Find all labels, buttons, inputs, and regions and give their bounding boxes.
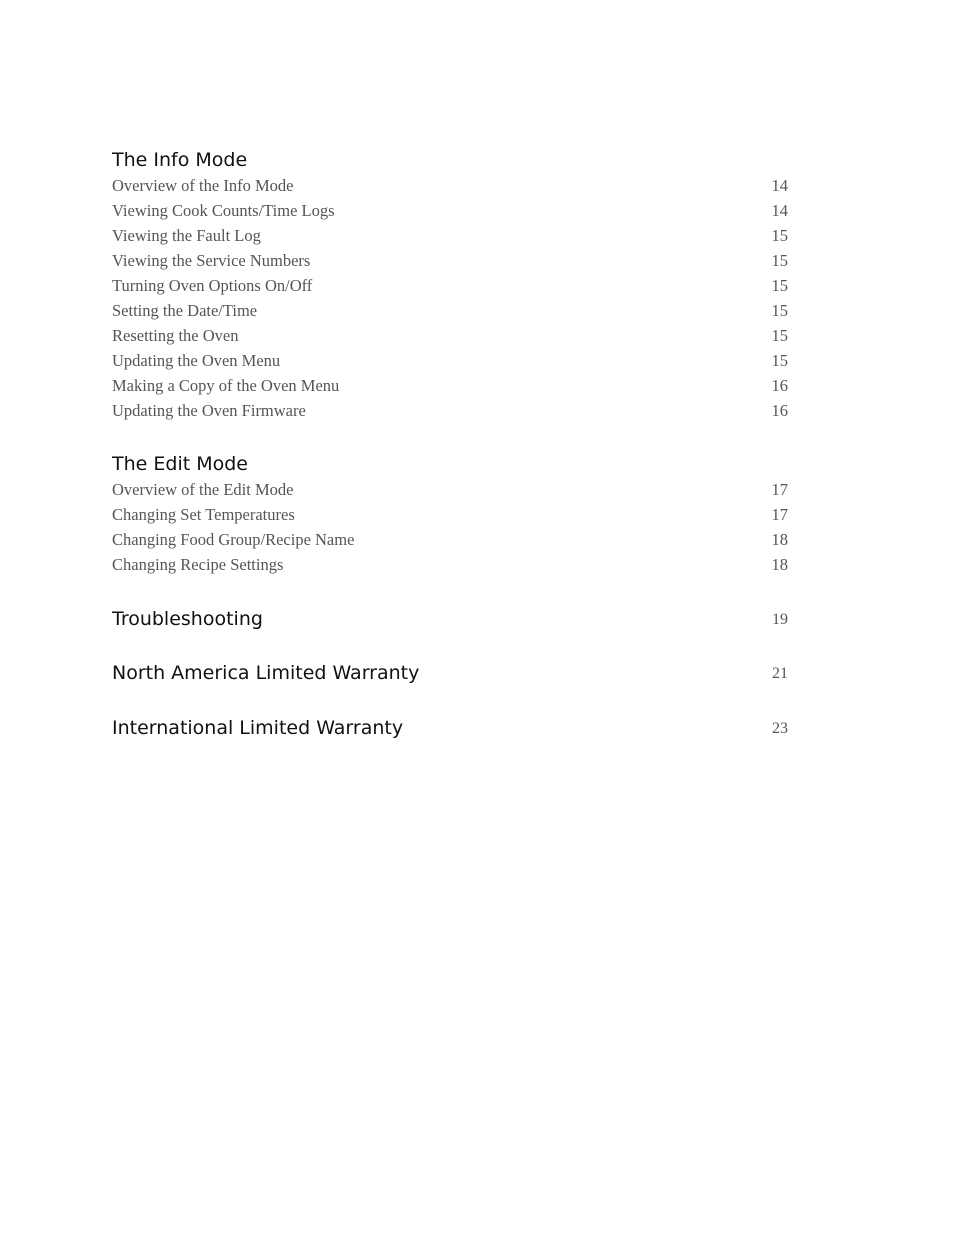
toc-entry-page: 14 — [771, 176, 788, 195]
toc-entry-label: Resetting the Oven — [112, 326, 239, 345]
toc-entry-page: 17 — [771, 480, 788, 499]
toc-entry[interactable] — [112, 373, 788, 398]
toc-entry-label: Making a Copy of the Oven Menu — [112, 376, 340, 395]
toc-entry[interactable] — [112, 477, 788, 502]
toc-section-troubleshooting[interactable] — [112, 606, 788, 632]
toc-entry[interactable] — [112, 552, 788, 577]
toc-entry-label: Updating the Oven Firmware — [112, 401, 306, 420]
toc-entry[interactable] — [112, 527, 788, 552]
toc-entry-label: Viewing the Fault Log — [112, 226, 261, 245]
toc-entry-label: Setting the Date/Time — [112, 301, 258, 320]
toc-entry[interactable] — [112, 298, 788, 323]
toc-entry-label: Overview of the Edit Mode — [112, 480, 294, 499]
section-page: 21 — [772, 665, 788, 682]
toc-entry-label: Turning Oven Options On/Off — [112, 276, 313, 295]
toc-entry-label: Viewing the Service Numbers — [112, 251, 311, 270]
toc-entry-page: 15 — [771, 251, 788, 270]
toc-entry[interactable] — [112, 502, 788, 527]
toc-entry-label: Changing Food Group/Recipe Name — [112, 530, 355, 549]
toc-entry-label: Changing Set Temperatures — [112, 505, 295, 524]
toc-entry-page: 17 — [771, 505, 788, 524]
toc-entry-page: 18 — [771, 555, 788, 574]
toc-entry-list — [112, 173, 788, 423]
section-title: North America Limited Warranty — [112, 662, 420, 684]
toc-section-info-mode — [112, 147, 788, 423]
toc-entry[interactable] — [112, 348, 788, 373]
section-page: 19 — [772, 611, 788, 628]
section-title: Troubleshooting — [112, 608, 263, 630]
toc-entry-label: Viewing Cook Counts/Time Logs — [112, 201, 335, 220]
toc-entry-page: 15 — [771, 351, 788, 370]
toc-entry-page: 15 — [771, 326, 788, 345]
toc-entry[interactable] — [112, 198, 788, 223]
toc-entry-page: 14 — [771, 201, 788, 220]
toc-entry-label: Updating the Oven Menu — [112, 351, 281, 370]
toc-entry[interactable] — [112, 173, 788, 198]
toc-entry-label: Overview of the Info Mode — [112, 176, 294, 195]
section-title: International Limited Warranty — [112, 717, 404, 739]
section-title: The Info Mode — [112, 149, 248, 171]
toc-entry-label: Changing Recipe Settings — [112, 555, 284, 574]
toc-entry[interactable] — [112, 273, 788, 298]
toc-entry[interactable] — [112, 248, 788, 273]
toc-entry-page: 15 — [771, 226, 788, 245]
toc-entry[interactable] — [112, 323, 788, 348]
toc-section-edit-mode — [112, 451, 788, 577]
toc-entry-page: 15 — [771, 276, 788, 295]
toc-entry-page: 16 — [771, 401, 788, 420]
toc-section-north-america-warranty[interactable] — [112, 660, 788, 686]
section-page: 23 — [772, 720, 788, 737]
toc-entry[interactable] — [112, 398, 788, 423]
toc-entry-page: 18 — [771, 530, 788, 549]
toc-entry-page: 16 — [771, 376, 788, 395]
toc-entry-list — [112, 477, 788, 577]
toc-section-international-warranty[interactable] — [112, 715, 788, 741]
toc-entry-page: 15 — [771, 301, 788, 320]
toc-entry[interactable] — [112, 223, 788, 248]
section-title: The Edit Mode — [112, 453, 248, 475]
